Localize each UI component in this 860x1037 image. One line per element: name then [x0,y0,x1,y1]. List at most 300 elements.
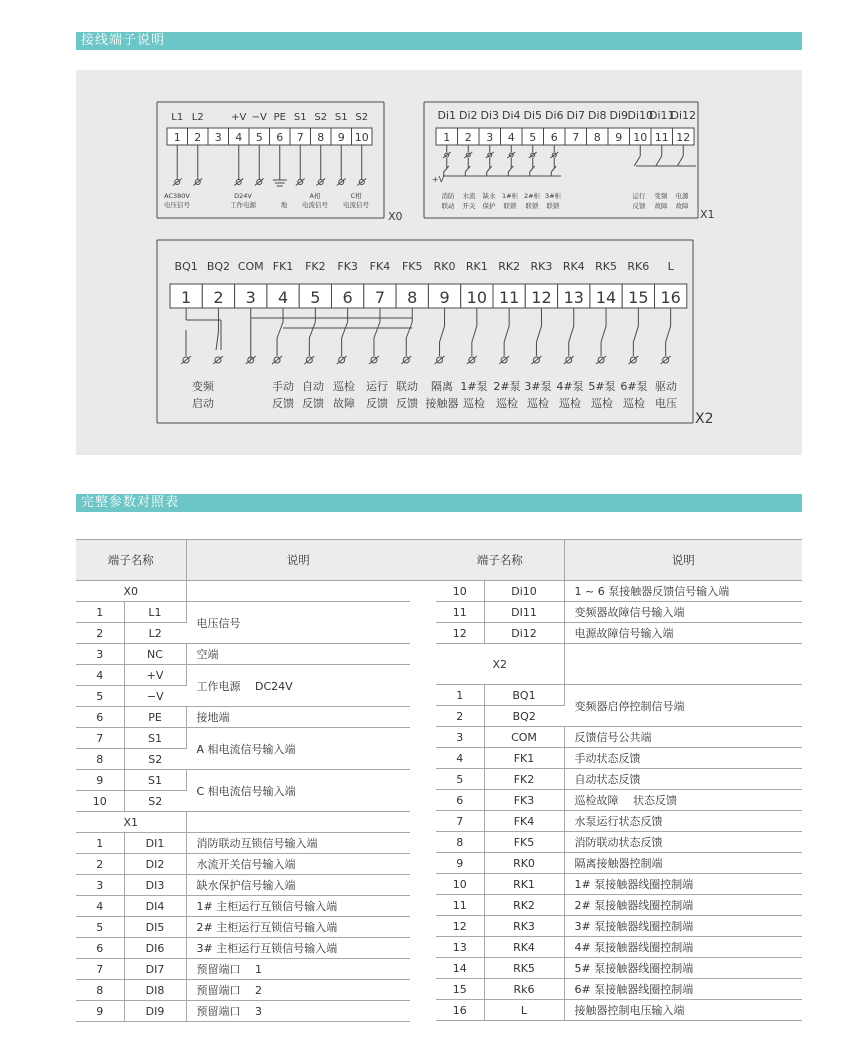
x1-terminal-label: Di7 [566,109,586,122]
x0-bottom-label: AC380V [164,192,190,200]
x2-terminal-label: RK0 [433,260,456,273]
x2-terminal-label: FK4 [369,260,391,273]
x1-bottom-label: 联动 [441,202,455,210]
terminal-name: Di10 [484,581,564,602]
x2-block-name: X2 [695,411,714,427]
terminal-description: 接地端 [186,707,410,728]
table-row [76,728,410,749]
terminal-number: 5 [76,686,124,707]
x2-switch [666,326,671,342]
terminal-name: Rk6 [484,979,564,1000]
x2-bottom-label: 启动 [192,397,214,410]
terminal-name: RK5 [484,958,564,979]
table-row [76,959,410,980]
terminal-number: 5 [436,769,484,790]
x0-block-name: X0 [388,210,403,223]
terminal-description: 消防联动状态反馈 [564,832,802,853]
x1-terminal-label: Di12 [670,109,697,122]
x1-bottom-label: 1#柜 [501,192,519,200]
terminal-number: 9 [76,770,124,791]
x1-block-name: X1 [700,208,715,221]
x2-bottom-label: 反馈 [396,397,418,410]
x2-terminal-label: L [667,260,674,273]
terminal-name: RK0 [484,853,564,874]
terminal-description: 隔离接触器控制端 [564,853,802,874]
terminal-number: 3 [76,644,124,665]
x2-switch [342,322,348,338]
terminal-name: Di12 [484,623,564,644]
x2-switch [216,332,218,350]
x0-terminal-number: 1 [173,131,181,144]
terminal-number: 10 [436,581,484,602]
terminal-number: 10 [76,791,124,812]
x2-bottom-label: 反馈 [302,397,324,410]
table-row [76,812,410,833]
x1-terminal-number: 10 [633,131,648,144]
x2-switch [277,322,283,338]
terminal-description: 1 ~ 6 泵接触器反馈信号输入端 [564,581,802,602]
terminal-description: 手动状态反馈 [564,748,802,769]
x1-terminal-number: 4 [507,131,515,144]
x2-switch [633,326,638,342]
x0-bottom-label: 电流信号 [302,201,328,209]
table-row [436,623,802,644]
x2-switch [472,326,477,342]
x1-switch [634,156,640,166]
terminal-description: 3# 主柜运行互锁信号输入端 [186,938,410,959]
table-row [76,896,410,917]
x1-terminal-label: Di10 [627,109,654,122]
terminal-description: 1# 主柜运行互锁信号输入端 [186,896,410,917]
terminal-number: 15 [436,979,484,1000]
terminal-number: 12 [436,623,484,644]
x2-terminal-number: 15 [628,288,649,307]
terminal-number: 10 [436,874,484,895]
x2-bottom-label: 巡检 [527,397,549,410]
terminal-name: PE [124,707,186,728]
terminal-description: C 相电流信号输入端 [186,770,410,812]
header-terminal-name: 端子名称 [76,540,186,581]
x1-terminal-number: 9 [615,131,623,144]
table-row [436,769,802,790]
x1-terminal-label: Di4 [501,109,521,122]
x2-terminal-label: RK2 [498,260,521,273]
x0-terminal-label: +V [231,112,247,123]
terminal-number: 4 [436,748,484,769]
x0-bottom-label: A相 [309,192,321,200]
x2-bottom-label: 4#泵 [556,380,584,393]
terminal-number: 6 [76,938,124,959]
x2-switch [406,322,412,338]
terminal-number: 3 [436,727,484,748]
terminal-name: DI2 [124,854,186,875]
x2-terminal-number: 3 [245,288,256,307]
x2-bottom-label: 自动 [302,380,324,393]
x2-terminal-number: 14 [595,288,617,307]
terminal-name: BQ1 [484,685,564,706]
x1-plus-v-label: +V [431,175,445,184]
section-header-params [76,494,802,512]
terminal-number: 1 [436,685,484,706]
x0-bottom-label: 电流信号 [343,201,369,209]
terminal-name: DI3 [124,875,186,896]
terminal-number: 11 [436,895,484,916]
x2-bottom-label: 故障 [333,397,355,410]
terminal-description: 自动状态反馈 [564,769,802,790]
terminal-name: NC [124,644,186,665]
x1-bottom-label: 联锁 [503,202,517,210]
x2-terminal-label: FK5 [401,260,423,273]
terminal-name: RK4 [484,937,564,958]
terminal-number: 5 [76,917,124,938]
terminal-number: 12 [436,916,484,937]
x2-bottom-label: 1#泵 [460,380,488,393]
terminal-name: RK2 [484,895,564,916]
table-row [436,895,802,916]
terminal-name: DI4 [124,896,186,917]
x2-terminal-label: RK1 [465,260,488,273]
terminal-name: DI1 [124,833,186,854]
terminal-name: RK3 [484,916,564,937]
x1-bottom-label: 故障 [675,202,689,210]
terminal-name: DI11 [484,602,564,623]
terminal-number: 7 [436,811,484,832]
terminal-description: A 相电流信号输入端 [186,728,410,770]
x2-bottom-label: 巡检 [559,397,581,410]
table-row [436,832,802,853]
table-row [76,875,410,896]
x2-terminal-number: 7 [374,288,386,307]
x0-terminal-label: L1 [171,112,184,123]
section-header-wiring [76,32,802,50]
table-row [76,602,410,623]
x2-bottom-label: 手动 [272,380,294,393]
terminal-name: S2 [124,791,186,812]
x2-bottom-label: 驱动 [655,380,677,393]
terminal-name: BQ2 [484,706,564,727]
terminal-description: 6# 泵接触器线圈控制端 [564,979,802,1000]
terminal-name: −V [124,686,186,707]
terminal-description: 接触器控制电压输入端 [564,1000,802,1021]
x1-terminal-number: 8 [593,131,601,144]
x0-terminal-label: PE [273,112,286,123]
x0-terminal-label: −V [251,112,267,123]
terminal-name: COM [484,727,564,748]
table-row [76,770,410,791]
terminal-name: FK2 [484,769,564,790]
x1-bottom-label: 消防 [441,192,455,200]
x1-switch [656,156,662,166]
x2-switch [309,322,315,338]
terminal-number: 2 [436,706,484,727]
terminal-description: 4# 泵接触器线圈控制端 [564,937,802,958]
terminal-description: 巡检故障 状态反馈 [564,790,802,811]
table-row [76,644,410,665]
x1-bottom-label: 开关 [462,202,476,210]
x1-terminal-label: Di6 [544,109,564,122]
wiring-diagram [76,70,802,455]
terminal-name: FK5 [484,832,564,853]
table-row [436,874,802,895]
table-row [76,581,410,602]
table-row [436,644,802,685]
param-table-right [436,539,802,1021]
table-row [436,1000,802,1021]
x2-terminal-label: RK5 [595,260,617,273]
terminal-description: 缺水保护信号输入端 [186,875,410,896]
x2-bottom-label: 2#泵 [493,380,521,393]
x1-terminal-label: Di2 [458,109,478,122]
terminal-number: 8 [436,832,484,853]
x0-bottom-label: 地 [280,201,288,209]
x2-terminal-label: FK2 [305,260,326,273]
group-label: X0 [76,581,186,602]
x1-bottom-label: 水流 [462,192,476,200]
x0-terminal-number: 5 [255,131,263,144]
x0-terminal-number: 10 [354,131,369,144]
terminal-number: 16 [436,1000,484,1021]
x2-bottom-label: 巡检 [496,397,518,410]
x1-terminal-number: 2 [464,131,472,144]
x2-bottom-label: 巡检 [463,397,485,410]
x2-terminal-label: RK4 [562,260,585,273]
terminal-number: 9 [76,1001,124,1022]
terminal-name: S1 [124,728,186,749]
x1-terminal-label: Di1 [437,109,457,122]
x0-terminal-number: 4 [235,131,243,144]
terminal-name: DI6 [124,938,186,959]
terminal-name: S2 [124,749,186,770]
x2-switch [536,326,541,342]
header-terminal-name: 端子名称 [436,540,564,581]
x2-bottom-label: 3#泵 [524,380,552,393]
table-row [436,853,802,874]
table-row [436,602,802,623]
x0-terminal-label: S1 [293,112,307,123]
terminal-name: DI7 [124,959,186,980]
x1-terminal-label: Di9 [609,109,629,122]
x1-terminal-label: Di3 [480,109,500,122]
table-row [76,980,410,1001]
terminal-name: FK1 [484,748,564,769]
x2-switch [504,326,509,342]
x2-terminal-label: BQ1 [174,260,198,273]
x0-terminal-label: S2 [355,112,369,123]
group-desc-empty [186,812,410,833]
x2-terminal-label: FK1 [272,260,294,273]
terminal-description: 工作电源 DC24V [186,665,410,707]
table-row [76,1001,410,1022]
terminal-description: 水泵运行状态反馈 [564,811,802,832]
group-desc-empty [186,581,410,602]
terminal-name: +V [124,665,186,686]
x1-bottom-label: 联锁 [525,202,539,210]
x1-bottom-label: 保护 [482,202,496,210]
terminal-description: 3# 泵接触器线圈控制端 [564,916,802,937]
group-label: X2 [436,644,564,685]
terminal-description: 预留端口 3 [186,1001,410,1022]
terminal-description: 2# 泵接触器线圈控制端 [564,895,802,916]
terminal-number: 8 [76,980,124,1001]
x1-terminal-number: 3 [486,131,494,144]
x0-terminal-number: 8 [317,131,325,144]
terminal-description: 变频器故障信号输入端 [564,602,802,623]
terminal-number: 6 [76,707,124,728]
group-label: X1 [76,812,186,833]
header-description: 说明 [186,540,410,581]
x0-bottom-label: 电压信号 [164,201,190,209]
x2-terminal-number: 8 [407,288,418,307]
table-row [76,707,410,728]
x1-terminal-label: Di8 [587,109,607,122]
terminal-description: 预留端口 1 [186,959,410,980]
x1-bottom-label: 2#柜 [523,192,541,200]
terminal-description: 2# 主柜运行互锁信号输入端 [186,917,410,938]
x0-terminal-number: 3 [214,131,222,144]
table-row [436,727,802,748]
terminal-description: 消防联动互锁信号输入端 [186,833,410,854]
terminal-number: 11 [436,602,484,623]
x1-terminal-number: 12 [676,131,691,144]
x0-terminal-label: S2 [314,112,328,123]
x2-switch [601,326,606,342]
x1-bottom-label: 反馈 [632,202,646,210]
x2-terminal-number: 2 [213,288,224,307]
terminal-description: 5# 泵接触器线圈控制端 [564,958,802,979]
table-row [76,854,410,875]
header-description: 说明 [564,540,802,581]
terminal-description: 1# 泵接触器线圈控制端 [564,874,802,895]
x0-terminal-label: S1 [334,112,348,123]
x0-terminal-label: L2 [191,112,204,123]
terminal-number: 9 [436,853,484,874]
table-row [436,979,802,1000]
x2-switch [440,326,445,342]
terminal-name: DI8 [124,980,186,1001]
x2-terminal-label: COM [237,260,264,273]
terminal-description: 变频器启停控制信号端 [564,685,802,727]
x2-terminal-number: 16 [660,288,681,307]
terminal-name: S1 [124,770,186,791]
x2-bottom-label: 电压 [655,397,677,410]
terminal-number: 3 [76,875,124,896]
x2-bottom-label: 反馈 [272,397,294,410]
table-row [76,938,410,959]
x0-terminal-number: 7 [296,131,304,144]
x2-bottom-label: 巡检 [591,397,613,410]
table-row [436,685,802,706]
x1-terminal-number: 1 [443,131,451,144]
x0-bottom-label: D24V [234,192,252,200]
x1-terminal-number: 11 [654,131,669,144]
terminal-name: L1 [124,602,186,623]
x2-terminal-number: 1 [181,288,192,307]
x2-terminal-label: BQ2 [206,260,231,273]
table-row [76,665,410,686]
section-title: 完整参数对照表 [81,495,180,510]
x2-terminal-label: FK3 [337,260,358,273]
x1-bottom-label: 电源 [675,192,689,200]
terminal-description: 反馈信号公共端 [564,727,802,748]
table-row [436,748,802,769]
terminal-number: 2 [76,854,124,875]
x2-bottom-label: 巡检 [333,380,355,393]
x2-bottom-label: 6#泵 [620,380,648,393]
terminal-description: 电压信号 [186,602,410,644]
group-desc-empty [564,644,802,685]
table-row [436,958,802,979]
terminal-number: 1 [76,833,124,854]
x2-terminal-label: RK6 [627,260,650,273]
terminal-number: 7 [76,959,124,980]
x2-terminal-number: 5 [310,288,321,307]
terminal-name: DI9 [124,1001,186,1022]
x0-terminal-number: 6 [276,131,284,144]
x1-bottom-label: 变频 [654,192,668,200]
x1-bottom-label: 运行 [632,192,646,200]
x2-terminal-number: 6 [342,288,353,307]
terminal-number: 6 [436,790,484,811]
x2-terminal-number: 11 [498,288,520,307]
section-title: 接线端子说明 [81,33,166,48]
x1-terminal-number: 7 [572,131,580,144]
x1-bottom-label: 故障 [654,202,668,210]
x1-terminal-label: Di11 [648,109,675,122]
terminal-number: 7 [76,728,124,749]
terminal-number: 13 [436,937,484,958]
terminal-number: 8 [76,749,124,770]
x2-switch [374,322,380,338]
terminal-number: 4 [76,896,124,917]
x2-terminal-number: 13 [563,288,584,307]
terminal-name: RK1 [484,874,564,895]
terminal-name: L [484,1000,564,1021]
terminal-number: 14 [436,958,484,979]
x1-terminal-label: Di5 [523,109,543,122]
x1-bottom-label: 3#柜 [544,192,562,200]
table-gap [410,539,436,581]
x0-bottom-label: 工作电源 [230,201,256,209]
x0-bottom-label: C相 [350,192,362,200]
x0-terminal-number: 9 [337,131,345,144]
terminal-description: 预留端口 2 [186,980,410,1001]
x2-bottom-label: 接触器 [425,397,459,410]
terminal-description: 水流开关信号输入端 [186,854,410,875]
x2-terminal-number: 10 [466,288,488,307]
x1-bottom-label: 缺水 [482,192,496,200]
x0-terminal-number: 2 [194,131,202,144]
terminal-description: 空端 [186,644,410,665]
table-row [436,790,802,811]
wiring-diagram-panel [76,70,802,455]
terminal-name: FK4 [484,811,564,832]
table-row [436,937,802,958]
terminal-name: FK3 [484,790,564,811]
terminal-number: 4 [76,665,124,686]
x2-terminal-number: 12 [531,288,552,307]
table-row [76,833,410,854]
x1-terminal-number: 5 [529,131,537,144]
table-row [436,581,802,602]
x2-bottom-label: 反馈 [366,397,388,410]
x2-bottom-label: 5#泵 [588,380,616,393]
terminal-name: L2 [124,623,186,644]
x2-switch [569,326,574,342]
terminal-description: 电源故障信号输入端 [564,623,802,644]
x2-bottom-label: 隔离 [431,380,453,393]
x1-switch [677,156,683,166]
x2-bottom-label: 巡检 [623,397,645,410]
